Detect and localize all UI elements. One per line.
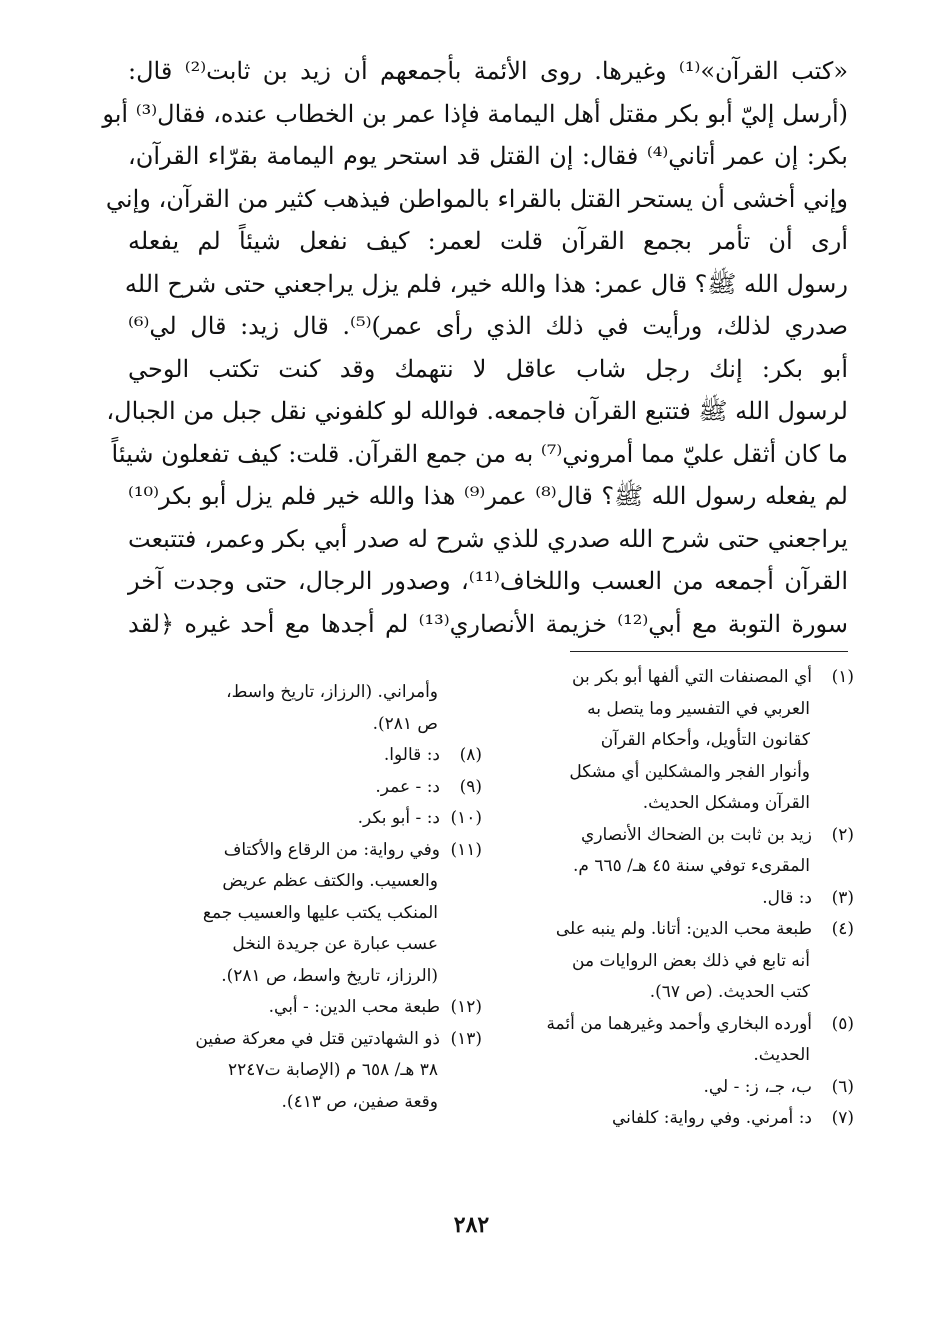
- page-number: ٢٨٢: [453, 1212, 490, 1238]
- footnote-number: (١١): [450, 839, 482, 860]
- footnote-line: [512, 977, 854, 1009]
- footnote-line: [130, 898, 482, 930]
- footnote-number: (٤): [831, 919, 854, 939]
- footnote-separator-rule: [570, 651, 848, 652]
- footnote-line: [512, 820, 854, 852]
- footnote-line: [130, 929, 482, 961]
- footnote-text: كقانون التأويل، وأحكام القرآن: [600, 730, 810, 750]
- footnote: [512, 1009, 854, 1072]
- footnote-continuation: [130, 677, 482, 740]
- footnote-text: العربي في التفسير وما يتصل به: [587, 698, 810, 719]
- body-line: أبو بكر: إنك رجل شاب عاقل لا نتهمك وقد كنت تكتب الوحي: [128, 354, 848, 383]
- body-line: لرسول الله ﷺ فتتبع القرآن فاجمعه. فوالله لو كلفوني نقل جبل من الجبال،: [106, 397, 848, 425]
- footnote: [512, 914, 854, 1009]
- footnote-text: الحديث.: [753, 1045, 810, 1065]
- footnote-text: والعسيب. والكتف عظم عريض: [222, 871, 438, 891]
- footnote-line: [512, 1072, 854, 1104]
- footnote: [130, 740, 482, 772]
- footnote-number: (١٢): [450, 997, 482, 1017]
- footnote-text: ب، جـ، ز: - لي.: [703, 1076, 812, 1097]
- footnote-line: [130, 1055, 482, 1087]
- body-line: رسول الله ﷺ؟ قال عمر: هذا والله خير، فلم يزل يراجعني حتى شرح الله: [124, 269, 848, 298]
- footnote: [130, 803, 482, 835]
- footnote-text: القرآن ومشكل الحديث.: [642, 793, 810, 813]
- footnote-text: وفي رواية: من الرقاع والأكتاف: [223, 839, 440, 860]
- footnote-text: د: - عمر.: [375, 776, 440, 797]
- footnote: [512, 662, 854, 820]
- footnote-line: [130, 740, 482, 772]
- footnote-text: د: أمرني. وفي رواية: كلفاني: [611, 1108, 812, 1128]
- footnote-text: أنه تابع في ذلك بعض الروايات من: [572, 950, 810, 971]
- footnote-line: [512, 1009, 854, 1041]
- footnote-line: [512, 788, 854, 820]
- footnote: [512, 883, 854, 915]
- footnote-line: [512, 725, 854, 757]
- footnote-text: عسب عبارة عن جريدة النخل: [232, 934, 438, 954]
- body-line: القرآن أجمعه من العسب واللخاف⁽¹¹⁾، وصدور الرجال، حتى وجدت آخر: [128, 567, 849, 595]
- footnote-line: [512, 694, 854, 726]
- footnote-line: [512, 1103, 854, 1135]
- body-line: يراجعني حتى شرح الله صدري للذي شرح له صدر أبي بكر وعمر، فتتبعت: [128, 524, 848, 553]
- footnote-text: د: قال.: [762, 887, 812, 908]
- footnote-line: [512, 883, 854, 915]
- footnote-number: (٦): [831, 1076, 854, 1097]
- footnote-text: ذو الشهادتين قتل في معركة صفين: [195, 1028, 440, 1049]
- footnote-line: [130, 772, 482, 804]
- footnote-text: ٣٨ هـ/ ٦٥٨ م (الإصابة ت٢٢٤٧: [228, 1060, 438, 1080]
- footnote-text: وقعة صفين، ص ٤١٣).: [281, 1091, 438, 1112]
- footnote-text: طبعة محب الدين: - أبي.: [268, 997, 440, 1017]
- footnote-text: المنكب يكتب عليها والعسيب جمع: [202, 902, 438, 923]
- body-line: وإني أخشى أن يستحر القتل بالقراء بالمواطن فيذهب كثير من القرآن، وإني: [105, 184, 848, 213]
- footnote: [130, 992, 482, 1024]
- footnote-line: [130, 1024, 482, 1056]
- footnote-line: [512, 662, 854, 694]
- footnote-line: [512, 1040, 854, 1072]
- footnote-text: كتب الحديث. (ص ٦٧).: [649, 982, 810, 1002]
- footnote-text: زيد بن ثابت بن الضحاك الأنصاري: [581, 824, 812, 845]
- footnote-line: [512, 946, 854, 978]
- footnote-text: وأنوار الفجر والمشكلين أي مشكل: [569, 761, 810, 782]
- footnote-line: [512, 914, 854, 946]
- footnote-line: [130, 1087, 482, 1119]
- footnote-list: [130, 740, 482, 1118]
- footnote-line: [130, 961, 482, 993]
- body-line: لم يفعله رسول الله ﷺ؟ قال⁽⁸⁾ عمر⁽⁹⁾ هذا والله خير فلم يزل أبو بكر⁽¹⁰⁾: [128, 482, 848, 510]
- footnote: [512, 820, 854, 883]
- footnote: [512, 1072, 854, 1104]
- footnote-number: (٧): [831, 1108, 854, 1128]
- footnote-text: المقرىء توفي سنة ٤٥ هـ/ ٦٦٥ م.: [572, 856, 810, 876]
- body-line: صدري لذلك، ورأيت في ذلك الذي رأى عمر)⁽⁵⁾. قال زيد: قال لي⁽⁶⁾: [128, 312, 848, 340]
- footnote-line: [130, 803, 482, 835]
- footnote-text: طبعة محب الدين: أتانا. ولم ينبه على: [555, 919, 812, 939]
- footnote-line: وأمراني. (الرزاز، تاريخ واسط،: [226, 682, 438, 702]
- footnote-number: (٥): [831, 1013, 854, 1034]
- body-line: (أرسل إليّ أبو بكر مقتل أهل اليمامة فإذا عمر بن الخطاب عنده، فقال⁽³⁾ أبو: [102, 99, 848, 128]
- body-line: أرى أن تأمر بجمع القرآن قلت لعمر: كيف نفعل شيئاً لم يفعله: [128, 227, 848, 255]
- footnote-number: (٨): [459, 745, 482, 765]
- body-line: ما كان أثقل عليّ مما أمروني⁽⁷⁾ به من جمع القرآن. قلت: كيف تفعلون شيئاً: [111, 439, 848, 468]
- footnote-number: (٩): [459, 776, 482, 797]
- footnote-text: أي المصنفات التي ألفها أبو بكر بن: [572, 667, 812, 687]
- footnote-text: د: - أبو بكر.: [357, 808, 440, 828]
- footnote-number: (١٣): [450, 1028, 482, 1049]
- body-line: سورة التوبة مع أبي⁽¹²⁾ خزيمة الأنصاري⁽¹³⁾ لم أجدها مع أحد غيره ﴿لقد: [128, 609, 848, 638]
- footnote-line: [512, 757, 854, 789]
- footnote: [130, 835, 482, 993]
- main-text-block: [102, 50, 849, 645]
- footnote-line: [130, 992, 482, 1024]
- footnote-number: (٣): [831, 887, 854, 908]
- footnotes-right-column: [512, 662, 854, 1135]
- footnote-text: د: قالوا.: [383, 745, 440, 765]
- footnote: [512, 1103, 854, 1135]
- footnote-number: (٢): [831, 824, 854, 845]
- footnote-text: أورده البخاري وأحمد وغيرهما من أئمة: [546, 1013, 812, 1034]
- body-line: «كتب القرآن»⁽¹⁾ وغيرها. روى الأئمة بأجمعهم أن زيد بن ثابت⁽²⁾ قال:: [128, 57, 849, 85]
- body-line: بكر: إن عمر أتاني⁽⁴⁾ فقال: إن القتل قد استحر يوم اليمامة بقرّاء القرآن،: [128, 142, 848, 170]
- footnote-text: (الرزاز، تاريخ واسط، ص ٢٨١).: [221, 965, 438, 986]
- footnote-number: (١): [831, 667, 854, 687]
- footnote-line: [130, 835, 482, 867]
- footnote-line: [130, 866, 482, 898]
- footnote: [130, 772, 482, 804]
- footnotes-left-column: [130, 677, 482, 1118]
- footnote: [130, 1024, 482, 1119]
- footnote-line: ص ٢٨١).: [372, 713, 438, 734]
- footnote-number: (١٠): [450, 808, 482, 828]
- footnote-line: [512, 851, 854, 883]
